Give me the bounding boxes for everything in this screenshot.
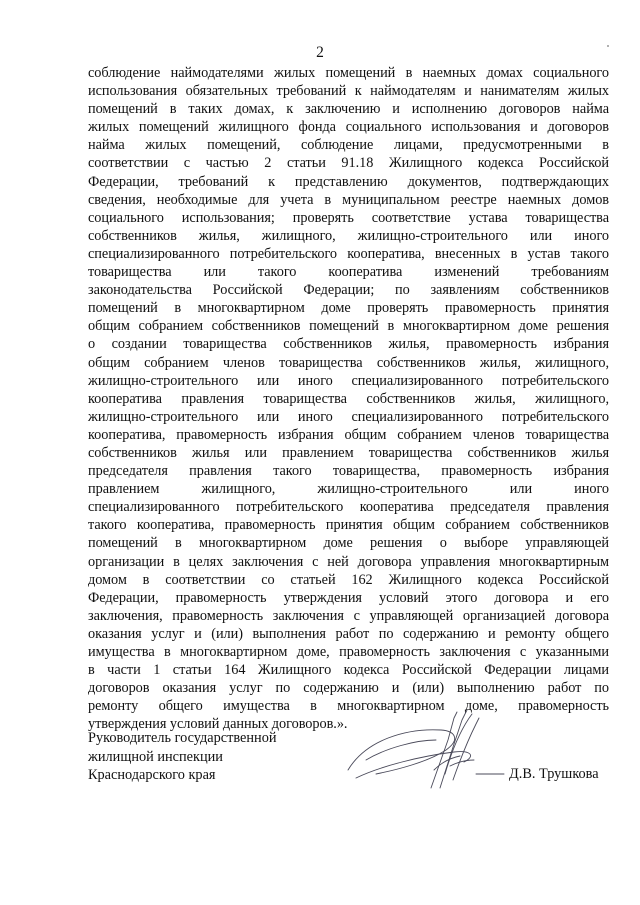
body-text-line: жилищно-строительного или иного специализированного потребительского [88, 372, 609, 389]
body-text-line: соблюдение наймодателями жилых помещений в наемных домах социального [88, 65, 609, 81]
signatory-title-line: Краснодарского края [88, 767, 216, 783]
body-text-line: собственников жилья или правлением товарищества собственников жилья [88, 444, 609, 461]
body-text-line: такого кооператива, правомерность принятия общим собранием собственников [88, 517, 609, 534]
signatory-name: Д.В. Трушкова [509, 766, 599, 782]
body-text-line: найма жилых помещений, соблюдение лицами, предусмотренными в [88, 137, 609, 154]
body-text-line: сведения, необходимые для учета в муниципальном реестре наемных домов [88, 191, 609, 208]
body-text-line: утверждения условий данных договоров.». [88, 716, 348, 733]
body-paragraph [88, 64, 609, 733]
body-text-line: помещений в таких домах, к заключению и исполнению договоров найма [88, 101, 609, 118]
body-text-line: соответствии с частью 2 статьи 91.18 Жилищного кодекса Российской [88, 155, 609, 172]
body-text-line: общим собранием членов товарищества собственников жилья, жилищного, [88, 354, 609, 371]
body-text-line: использования обязательных требований к наймодателям и нанимателям жилых [88, 83, 609, 100]
body-text-line: договоров оказания услуг по содержанию и (или) выполнению работ по [88, 680, 609, 697]
body-text-line: специализированного потребительского кооператива, внесенных в устав такого [88, 245, 609, 262]
signatory-title-line: Руководитель государственной [88, 730, 277, 746]
body-text-line: кооператива, правомерность избрания общим собранием членов товарищества [88, 426, 609, 443]
body-text-line: специализированного потребительского кооператива председателя правления [88, 499, 609, 516]
handwritten-signature [336, 700, 506, 800]
body-text-line: собственников жилья, жилищного, жилищно-строительного или иного [88, 227, 609, 244]
body-text-line: имущества в многоквартирном доме, правомерность заключения с указанными [88, 644, 609, 660]
body-text-line: председателя правления такого товарищества, правомерность избрания [88, 463, 609, 480]
body-text-line: в части 1 статьи 164 Жилищного кодекса Российской Федерации лицами [88, 662, 609, 679]
body-text-line: ремонту общего имущества в многоквартирном доме, правомерность [88, 698, 609, 715]
body-text-line: товарищества или такого кооператива изменений требованиям [88, 264, 609, 281]
body-text-line: кооператива правления товарищества собственников жилья, жилищного, [88, 390, 609, 407]
body-text-line: организации в целях заключения с ней договора управления многоквартирным [88, 553, 609, 570]
body-text-line: домом в соответствии со статьей 162 Жилищного кодекса Российской [88, 571, 609, 588]
body-text-line: помещений в многоквартирном доме решения о выборе управляющей [88, 535, 609, 552]
body-text-line: о создании товарищества собственников жилья, правомерность избрания [88, 336, 609, 353]
signatory-title-line: жилищной инспекции [88, 748, 223, 765]
body-text-line: Федерации, требований к представлению документов, подтверждающих [88, 173, 609, 190]
body-text-line: общим собранием собственников помещений в многоквартирном доме решения [88, 318, 609, 335]
body-text-line: правлением жилищного, жилищно-строительного или иного [88, 481, 609, 498]
page-number: 2 [316, 44, 324, 61]
scan-dot-mark [606, 44, 610, 48]
body-text-line: заключения, правомерность заключения с управляющей организацией договора [88, 607, 609, 624]
body-text-line: жилищно-строительного или иного специализированного потребительского [88, 408, 609, 425]
body-text-line: Федерации, правомерность утверждения условий этого договора и его [88, 589, 609, 606]
body-text-line: социального использования; проверять соответствие устава товарищества [88, 209, 609, 226]
body-text-line: помещений в многоквартирном доме проверять правомерность принятия [88, 300, 609, 317]
signatory-title [88, 729, 348, 785]
body-text-line: жилых помещений жилищного фонда социального использования и договоров [88, 119, 609, 136]
body-text-line: законодательства Российской Федерации; по заявлениям собственников [88, 282, 609, 299]
body-text-line: оказания услуг и (или) выполнения работ по содержанию и ремонту общего [88, 625, 609, 642]
